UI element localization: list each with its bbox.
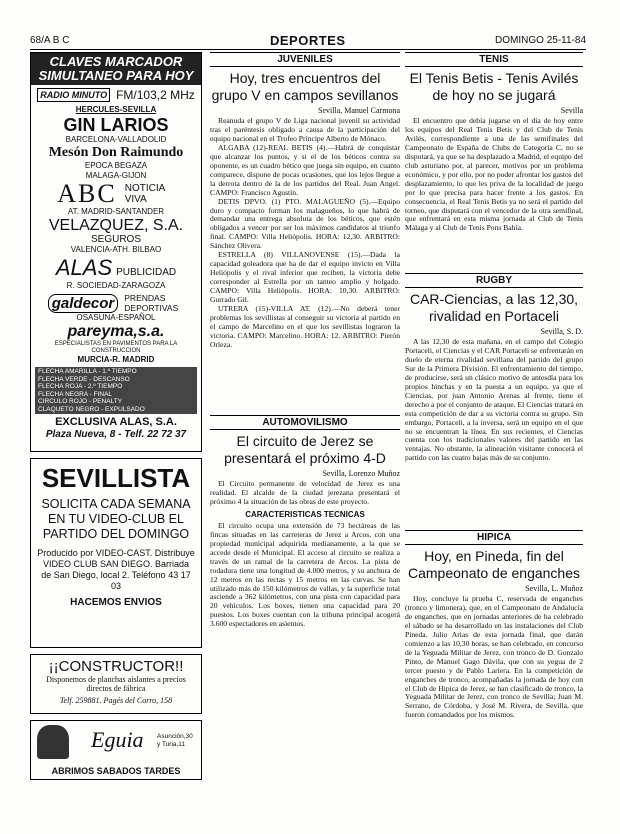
match-line-3: MALAGA-GIJON bbox=[85, 171, 147, 180]
rugby-byline: Sevilla, S. D. bbox=[540, 327, 583, 336]
legend-item: CLAQUETO NEGRO - EXPULSADO bbox=[38, 405, 145, 413]
paragraph: UTRERA (15)-VILLA AT. (12).—No deberá tener problemas los sevillistas al conseguir su victoria al partido en el campo de Marcelino en el que los sevillistas lograron la victoria. CAMPO: Marcelino. HORA: 12. ARBITRO: Pierón Orleza. bbox=[210, 304, 400, 349]
pareyma-logo: pareyma,s.a. bbox=[67, 323, 165, 340]
juveniles-body bbox=[210, 117, 400, 409]
paragraph: El Circuito permanente de velocidad de Jerez es una realidad. El alcalde de la ciudad jerezana presentará el próximo 4 la situación de las obras de este proyecto. bbox=[210, 479, 400, 506]
abc-slogan: NOTICIA VIVA bbox=[124, 183, 165, 205]
paragraph: DETIS DPVO. (1) PTO. MALAGUEÑO (5).—Equipo duro y compacto forman los malagueños, lo que habrá de demandar una entrega absoluta de los béticos, que estén obligados a vencer por ser los máximos candidatos al triunfo final. CAMPO: Villa Heliópolis. HORA: 12,30. ARBITRO: Sánchez Olivera. bbox=[210, 196, 400, 251]
legend-item: FLECHA AMARILLA - 1.º TIEMPO bbox=[38, 368, 137, 375]
paragraph: Hoy, concluye la prueba C, reservada de enganches (tronco y limonera), que, en el Campeonato de Andalucía de enganches, que en jornadas anteriores de ha celebrado el sábado se ha desarrollado en las instalaciones del Club Pineda. Julio Arias de esta jornada final, que darán comienzo a las 10,30 horas, se han celebrado, en concurso de la Yeguada Militar de Jerez, con tronco de D. Gonzalo Pinto, de Manuel Gago Dávila, que con su yegua de 2 tercer puesto y de Pablo Lariera. En la competición de enganches de tronco, acompañadas la jornada de hoy con el Club de Hipica de Jerez, se han clasificado de tronco, la Yeguada Militar de Jerez, con tronco de Sevilla; Juan M. Serrano, de Córdoba, y José M. Rivera, de Sevilla, que fueron comandados por los mismos. bbox=[405, 595, 583, 720]
match-line-8: MURCIA-R. MADRID bbox=[77, 355, 155, 364]
claves-footer-1: EXCLUSIVA ALAS, S.A. bbox=[55, 416, 177, 428]
claves-ad bbox=[30, 52, 202, 452]
radio-minuto-logo: RADIO MINUTO bbox=[37, 88, 110, 102]
right-column bbox=[405, 52, 583, 791]
claves-title bbox=[31, 53, 201, 85]
sevillista-ad bbox=[30, 458, 202, 648]
constructor-title: ¡¡CONSTRUCTOR!! bbox=[48, 658, 184, 675]
galdecor-logo: galdecor bbox=[48, 294, 119, 313]
match-line-1: HERCULES-SEVILLA bbox=[75, 105, 157, 114]
gin-larios-logo: GIN LARIOS bbox=[63, 115, 169, 135]
section-title: DEPORTES bbox=[270, 33, 346, 48]
match-line-2: BARCELONA-VALLADOLID bbox=[65, 135, 167, 144]
page-header bbox=[30, 33, 586, 50]
alas-logo: ALAS bbox=[55, 255, 113, 280]
constructor-body: Disponemos de planchas aislantes a precios directos de fábrica bbox=[46, 675, 186, 693]
tenis-byline: Sevilla bbox=[560, 106, 583, 115]
meson-logo: Mesón Don Raimundo bbox=[48, 145, 184, 160]
eguia-ad bbox=[30, 720, 202, 780]
rugby-body bbox=[405, 338, 583, 524]
claves-footer-2: Plaza Nueva, 8 - Telf. 22 72 37 bbox=[45, 429, 187, 440]
juveniles-kicker: JUVENILES bbox=[210, 52, 400, 67]
match-line-4: AT. MADRID-SANTANDER bbox=[67, 207, 165, 216]
hipica-body bbox=[405, 595, 583, 791]
paragraph: A las 12,30 de esta mañana, en el campo del Colegio Portaceli, el Ciencias y el CAR Portaceli se enfrentarán en duelo de eterna rivalidad sevillana del partido del grupo Sur de la Primera División. El enfrentamiento del tiempo, de producirse, será un clásico motivo de antesdía para los propios hinchas y en la puesta a un equipo, ya que el Ciencias, por juan Antonio Arenas al frente, tiene el derecho a por el conjunto de ataque. El Ciencias tratará en esta competición de dar a su victoria contra su grupo. Sin embargo, Portaceli, a la inversa, será un equipo en el que no se encuentran la línea. En sus recientes, el Ciencias cuenta con los tradicionales valores del partido en las ventajas. No obstante, la alineación visitante conocerá el partido con las cuatro bajas más de su conjunto. bbox=[405, 338, 583, 463]
issue-date: DOMINGO 25-11-84 bbox=[495, 35, 586, 46]
tenis-article bbox=[405, 52, 583, 267]
radio-frequency: FM/103,2 MHz bbox=[116, 88, 195, 102]
legend-item: CIRCULO ROJO - PENALTY bbox=[38, 398, 123, 405]
page-number: 68/A B C bbox=[30, 35, 70, 46]
rugby-headline: CAR-Ciencias, a las 12,30, rivalidad en Portaceli bbox=[409, 291, 579, 324]
galdecor-subtitle: PRENDAS DEPORTIVAS bbox=[124, 293, 179, 313]
automovilismo-body bbox=[210, 522, 400, 722]
velazquez-logo: VELAZQUEZ, S.A. bbox=[48, 217, 184, 234]
constructor-ad bbox=[30, 654, 202, 714]
paragraph: El encuentro que debía jugarse en el día de hoy entre los equipos del Real Tenis Betis y del Club de Tenis Avilés, correspondiente a una de las semifinales del Campeonato de España de Clubs de Categoría C, no se disputará, ya que se ha desplazado a Madrid, el equipo del club asturiano por, al parecer, motivos por un problema económico, y por ello, por no poder afrontar los gastos del desplazamiento, lo que les priva de la localidad de juego por lo que precisa para hacer frente a los gastos. En consecuencia, el Real Tenis Betis ya no será el partido del torneo, que disputará con el vencedor de la otra semifinal, que enfrentará en esta misma jornada al Club de Tenis Málaga y al Club de Tenis Pons Bahía. bbox=[405, 117, 583, 233]
abc-logo: ABC bbox=[57, 179, 117, 208]
meson-subtitle: EPOCA BEGAZA bbox=[84, 161, 148, 170]
legend-item: FLECHA NEGRA - FINAL bbox=[38, 390, 113, 398]
sevillista-footer: HACEMOS ENVIOS bbox=[70, 597, 162, 608]
eguia-address: Asunción,30 y Turia,11 bbox=[157, 733, 193, 748]
eguia-footer: ABRIMOS SABADOS TARDES bbox=[51, 766, 181, 776]
sevillista-producer: Producido por VIDEO-CAST. Distribuye VIDEO CLUB SAN DIEGO. Barriada de San Diego, local 2. Teléfono 43 17 03 bbox=[37, 548, 195, 591]
rugby-kicker: RUGBY bbox=[405, 273, 583, 288]
middle-column bbox=[210, 52, 400, 722]
juveniles-byline: Sevilla, Manuel Carmona bbox=[318, 106, 400, 115]
juveniles-article bbox=[210, 52, 400, 409]
arrow-legend bbox=[35, 367, 197, 414]
hipica-article bbox=[405, 530, 583, 791]
match-line-6: R. SOCIEDAD-ZARAGOZA bbox=[66, 281, 166, 290]
tenis-headline: El Tenis Betis - Tenis Avilés de hoy no se jugará bbox=[409, 70, 579, 103]
automovilismo-subhead: CARACTERISTICAS TECNICAS bbox=[245, 509, 365, 519]
constructor-contact: Telf. 259881. Pagés del Corro, 158 bbox=[59, 696, 173, 705]
claves-title-line1: CLAVES MARCADOR bbox=[49, 54, 183, 69]
match-line-7: OSASUNA-ESPAÑOL bbox=[76, 313, 156, 322]
pareyma-subtitle: ESPECIALISTAS EN PAVIMENTOS PARA LA CONSTRUCCION bbox=[54, 341, 178, 354]
tenis-kicker: TENIS bbox=[405, 52, 583, 67]
legend-item: FLECHA ROJA - 2.º TIEMPO bbox=[38, 383, 123, 390]
tenis-body bbox=[405, 117, 583, 267]
hipica-headline: Hoy, en Pineda, fin del Campeonato de enganches bbox=[407, 548, 581, 581]
paragraph: ESTRELLA (8) VILLANOVENSE (15).—Dada la capacidad goleadora que ha de dar el equipo invicto en Villa Heliópolis y el rival inferior que reciben, la victoria debe corresponder al Estrella por un tanteo amplio y holgado. CAMPO: Villa Heliópolis. HORA: 10,30. ARBITRO: Gurrado Gil. bbox=[210, 250, 400, 305]
juveniles-headline: Hoy, tres encuentros del grupo V en campos sevillanos bbox=[211, 70, 399, 103]
sevillista-body: SOLICITA CADA SEMANA EN TU VIDEO-CLUB EL PARTIDO DEL DOMINGO bbox=[41, 497, 191, 541]
ads-column bbox=[30, 52, 202, 780]
rugby-article bbox=[405, 273, 583, 524]
paragraph: El circuito ocupa una extensión de 73 hectáreas de las fincas situadas en las carreteras de Jerez a Arcos, con una propiedad municipal adquirida medianamente, a la que se accede desde el Municipal. El acceso al circuito se realiza a través de un ramal de la carretera de Arcos. La pista de rodadura tiene una longitud de 4.000 metros, y su anchura de 12 metros en las rectas y 15 metros en las curvas. Se han utilizado más de 150 kilómetros de vallas, y la superficie total asciende a 362 kilómetros, con una pista con capacidad para 20 vehículos. Los boxes, tienen una capacidad para 20 puestos. Los boxes cuentan con la tribuna principal acogerá 3.600 espectadores en asientos. bbox=[210, 521, 400, 629]
eguia-logo: Eguia bbox=[91, 727, 144, 752]
automovilismo-article bbox=[210, 415, 400, 722]
paragraph: ALGABA (12)-REAL BETIS (4).—Habrá de conquistar que alcanzar los puntos, y si el de los béticos contra su oponente, es un cuadro bético que juega sin equipo, en cuanto comparece, dispone de pocas ocasiones, que los lejos llegue a la derrota dentro de la de los partidos del Real. Juan Angel. CAMPO: Francisco Agustín. bbox=[210, 142, 400, 197]
claves-title-line2: SIMULTANEO PARA HOY bbox=[38, 68, 194, 83]
alas-subtitle: PUBLICIDAD bbox=[116, 267, 177, 278]
automovilismo-byline: Sevilla, Lorenzo Muñoz bbox=[322, 469, 400, 478]
hipica-byline: Sevilla, L. Muñoz bbox=[525, 584, 583, 593]
automovilismo-kicker: AUTOMOVILISMO bbox=[210, 415, 400, 430]
hipica-kicker: HIPICA bbox=[405, 530, 583, 545]
automovilismo-headline: El circuito de Jerez se presentará el próximo 4-D bbox=[224, 433, 386, 466]
velazquez-subtitle: SEGUROS bbox=[90, 234, 141, 245]
sevillista-title: SEVILLISTA bbox=[41, 463, 191, 493]
automovilismo-intro bbox=[210, 480, 400, 507]
legend-item: FLECHA VERDE - DESCANSO bbox=[38, 375, 130, 383]
paragraph: Reanuda el grupo V de Liga nacional juvenil su actividad tras el paréntesis obligado a causa de la participación del equipo nacional en el Trofeo Príncipe Alberto de Mónaco. bbox=[210, 117, 400, 143]
eguia-illustration bbox=[37, 725, 69, 759]
match-line-5: VALENCIA-ATH. BILBAO bbox=[70, 245, 162, 254]
